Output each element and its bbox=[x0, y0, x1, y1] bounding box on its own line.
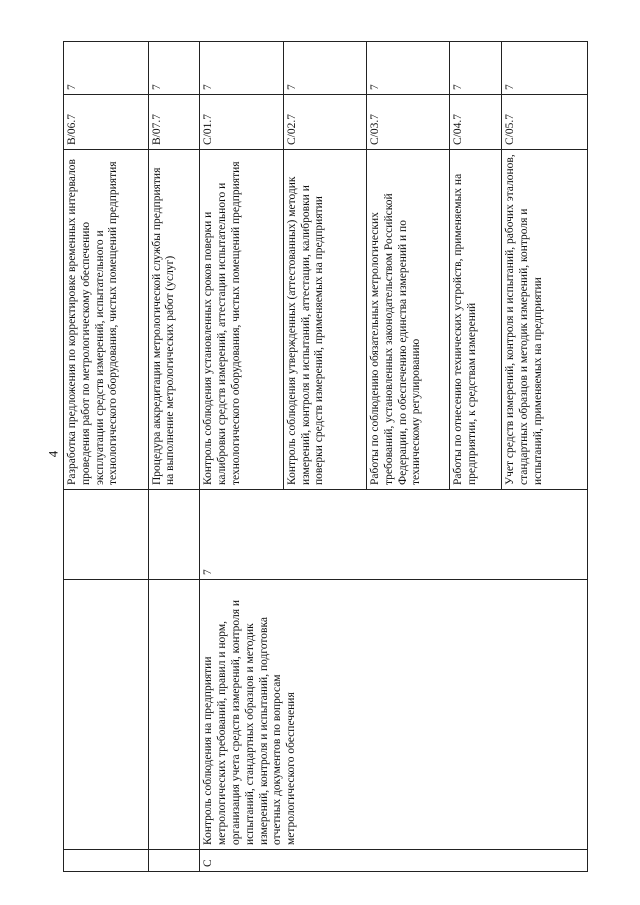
function-code-cell: C/03.7 bbox=[367, 95, 450, 150]
function-code-cell: C/02.7 bbox=[283, 95, 366, 150]
labor-functions-table bbox=[63, 41, 588, 872]
generalized-function-name-cell: Контроль соблюдения на предприятии метрологических требований, правил и норм, организация учета средств измерений, контроля и испытаний, стандартных образцов и методик измерений, контроля и испытаний, подготовка отчетных документов по вопросам метрологического обеспечения bbox=[200, 580, 588, 850]
table-row bbox=[200, 42, 283, 872]
qualification-level-cell: 7 bbox=[502, 42, 588, 95]
function-name-cell: Работы по соблюдению обязательных метрологических требований, установленных законодательством Российской Федерации, по обеспечению единства измерений и по техническому регулированию bbox=[367, 150, 450, 490]
page-number: 4 bbox=[45, 450, 61, 458]
function-code-cell: C/01.7 bbox=[200, 95, 283, 150]
empty-cell bbox=[64, 580, 149, 850]
qualification-level-cell: 7 bbox=[367, 42, 450, 95]
functions-table-wrapper bbox=[63, 42, 588, 872]
empty-cell bbox=[148, 850, 200, 872]
function-name-cell: Работы по отнесению технических устройств, применяемых на предприятии, к средствам измерений bbox=[450, 150, 502, 490]
table-row bbox=[64, 42, 149, 872]
qualification-level-cell: 7 bbox=[148, 42, 200, 95]
generalized-function-code-cell: C bbox=[200, 850, 588, 872]
qualification-level-cell: 7 bbox=[200, 42, 283, 95]
table-row bbox=[148, 42, 200, 872]
qualification-level-cell: 7 bbox=[283, 42, 366, 95]
function-name-cell: Контроль соблюдения установленных сроков поверки и калибровки средств измерений, аттестации испытательного и технологического оборудования, чистых помещений предприятия bbox=[200, 150, 283, 490]
qualification-level-cell: 7 bbox=[64, 42, 149, 95]
qualification-level-cell: 7 bbox=[450, 42, 502, 95]
function-code-cell: C/05.7 bbox=[502, 95, 588, 150]
empty-cell bbox=[148, 580, 200, 850]
function-code-cell: C/04.7 bbox=[450, 95, 502, 150]
function-code-cell: B/06.7 bbox=[64, 95, 149, 150]
function-name-cell: Контроль соблюдения утвержденных (аттестованных) методик измерений, контроля и испытаний, аттестации, калибровки и поверки средств измерений, применяемых на предприятии bbox=[283, 150, 366, 490]
function-name-cell: Учет средств измерений, контроля и испытаний, рабочих эталонов, стандартных образцов и методик измерений, контроля и испытаний, применяемых на предприятии bbox=[502, 150, 588, 490]
empty-cell bbox=[64, 850, 149, 872]
function-name-cell: Разработка предложения по корректировке временных интервалов проведения работ по метрологическому обеспечению эксплуатации средств измерений, испытательного и технологического оборудования, чистых помещений предприятия bbox=[64, 150, 149, 490]
function-name-cell: Процедура аккредитации метрологической службы предприятия на выполнение метрологических работ (услуг) bbox=[148, 150, 200, 490]
function-code-cell: B/07.7 bbox=[148, 95, 200, 150]
empty-cell bbox=[64, 490, 149, 580]
generalized-function-level-cell: 7 bbox=[200, 490, 588, 580]
empty-cell bbox=[148, 490, 200, 580]
